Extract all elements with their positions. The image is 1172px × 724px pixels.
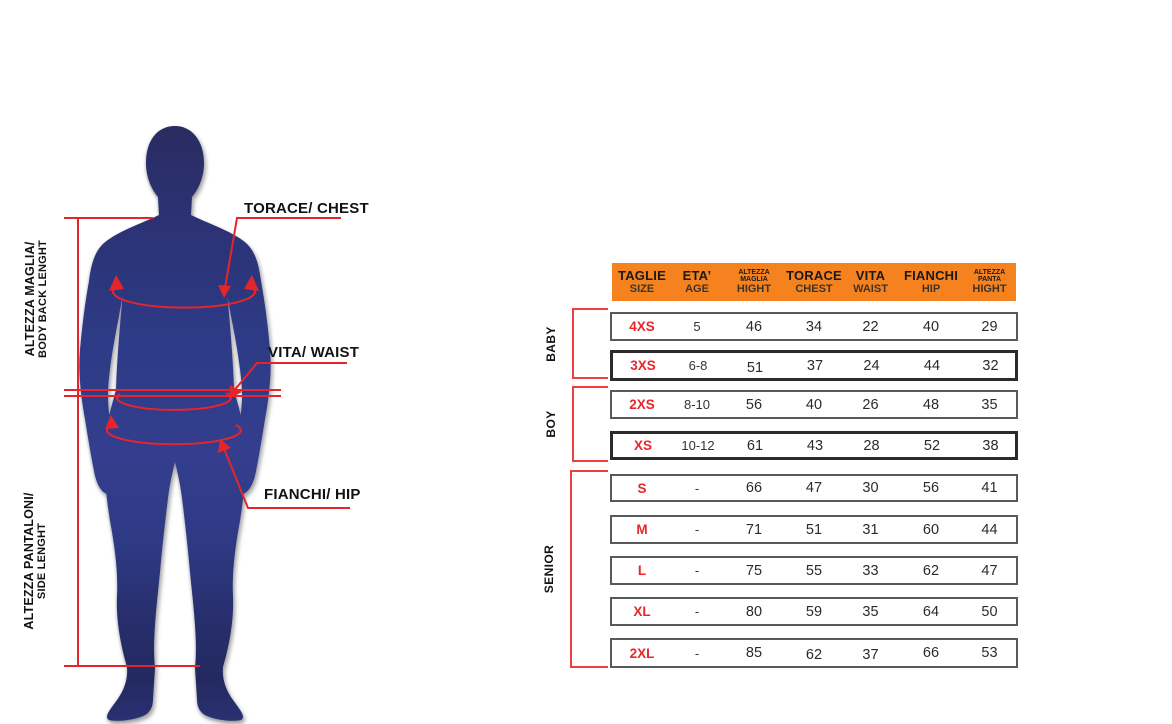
age-cell: 8-10 <box>683 397 711 412</box>
size-table-header <box>612 263 1016 301</box>
fianchi-cell: 64 <box>922 603 940 620</box>
vita-cell: 26 <box>862 396 879 413</box>
torace-cell: 62 <box>805 647 823 663</box>
vita-cell: 28 <box>863 437 880 454</box>
body-back-length-label <box>23 240 49 358</box>
vita-cell: 31 <box>862 521 879 538</box>
table-row-2xs <box>610 390 1018 419</box>
age-cell: - <box>694 522 700 537</box>
fianchi-cell: 52 <box>923 437 941 454</box>
vita-cell: 30 <box>862 480 879 496</box>
group-label-baby: BABY <box>544 326 558 362</box>
size-cell: M <box>636 522 648 537</box>
altezza-maglia-cell: 80 <box>745 603 763 620</box>
vita-cell: 37 <box>862 647 879 663</box>
torace-cell: 59 <box>805 603 823 620</box>
side-length-label <box>22 492 48 629</box>
age-cell: - <box>694 563 700 578</box>
torace-cell: 47 <box>805 480 823 496</box>
vita-cell: 24 <box>863 357 880 374</box>
fianchi-cell: 40 <box>922 318 940 335</box>
fianchi-cell: 66 <box>922 645 940 661</box>
header-col-altezza-panta: ALTEZZA PANTA HIGHT <box>972 268 1007 295</box>
side-length-line1: ALTEZZA PANTALONI/ <box>22 492 36 630</box>
altezza-maglia-cell: 71 <box>745 521 763 538</box>
chest-label: TORACE/ CHEST <box>244 200 369 217</box>
table-row-4xs <box>610 312 1018 341</box>
altezza-maglia-cell: 56 <box>745 396 763 413</box>
body-back-length-line2: BODY BACK LENGHT <box>37 240 49 358</box>
group-label-senior: SENIOR <box>542 544 556 594</box>
size-cell: L <box>637 563 647 578</box>
table-row-s <box>610 474 1018 502</box>
size-cell: XS <box>633 438 652 453</box>
altezza-maglia-cell: 75 <box>745 562 763 579</box>
vita-cell: 22 <box>862 318 879 335</box>
baby-group-bracket <box>572 308 608 379</box>
altezza-panta-cell: 41 <box>981 480 998 496</box>
torace-cell: 55 <box>805 562 823 579</box>
torace-cell: 34 <box>805 318 823 335</box>
boy-group-bracket <box>572 386 608 462</box>
fianchi-cell: 56 <box>922 480 940 496</box>
fianchi-cell: 48 <box>922 396 940 413</box>
fianchi-cell: 60 <box>922 521 940 538</box>
size-cell: 2XS <box>629 397 655 412</box>
age-cell: - <box>694 604 700 619</box>
table-row-3xs <box>610 350 1018 381</box>
altezza-maglia-cell: 85 <box>745 645 763 661</box>
size-cell: 3XS <box>630 358 656 373</box>
size-cell: XL <box>633 604 651 619</box>
torace-cell: 51 <box>805 521 823 538</box>
waist-label: VITA/ WAIST <box>268 344 360 361</box>
senior-group-bracket <box>570 470 608 668</box>
table-row-l <box>610 556 1018 585</box>
table-row-xl <box>610 597 1018 626</box>
size-cell: 2XL <box>629 645 655 661</box>
altezza-maglia-cell: 66 <box>745 480 763 496</box>
altezza-maglia-cell: 61 <box>746 437 764 454</box>
fianchi-cell: 44 <box>923 357 941 374</box>
altezza-panta-cell: 50 <box>981 603 998 620</box>
torace-cell: 37 <box>806 357 824 374</box>
hip-label: FIANCHI/ HIP <box>264 486 361 503</box>
vita-cell: 33 <box>862 562 879 579</box>
altezza-maglia-cell: 46 <box>745 318 763 335</box>
size-cell: 4XS <box>629 319 655 334</box>
body-measurement-diagram <box>0 0 480 724</box>
table-row-xs <box>610 431 1018 460</box>
altezza-panta-cell: 32 <box>982 357 999 374</box>
body-back-length-line1: ALTEZZA MAGLIA/ <box>23 241 37 357</box>
vita-cell: 35 <box>862 603 879 620</box>
header-col-eta: ETA’ AGE <box>682 267 712 295</box>
side-length-line2: SIDE LENGHT <box>36 522 48 600</box>
fianchi-cell: 62 <box>922 562 940 579</box>
age-cell: 5 <box>693 319 701 334</box>
altezza-panta-cell: 35 <box>981 396 998 413</box>
torace-cell: 40 <box>805 396 823 413</box>
size-cell: S <box>637 480 647 496</box>
table-row-2xl <box>610 638 1018 668</box>
group-label-boy: BOY <box>544 410 558 438</box>
header-col-altezza-maglia: ALTEZZA MAGLIA HIGHT <box>736 268 772 295</box>
altezza-panta-cell: 53 <box>981 645 998 661</box>
altezza-panta-cell: 38 <box>982 437 999 454</box>
altezza-maglia-cell: 51 <box>746 360 764 376</box>
age-cell: 10-12 <box>681 438 715 453</box>
altezza-panta-cell: 47 <box>981 562 998 579</box>
header-col-vita: VITA WAIST <box>853 267 888 295</box>
altezza-panta-cell: 44 <box>981 521 998 538</box>
header-col-fianchi: FIANCHI HIP <box>903 267 959 295</box>
header-col-torace: TORACE CHEST <box>786 267 842 295</box>
header-col-taglie: TAGLIE SIZE <box>618 267 666 295</box>
table-row-m <box>610 515 1018 544</box>
age-cell: - <box>694 480 700 496</box>
altezza-panta-cell: 29 <box>981 318 998 335</box>
age-cell: - <box>694 645 700 661</box>
torace-cell: 43 <box>806 437 824 454</box>
age-cell: 6-8 <box>688 358 708 373</box>
